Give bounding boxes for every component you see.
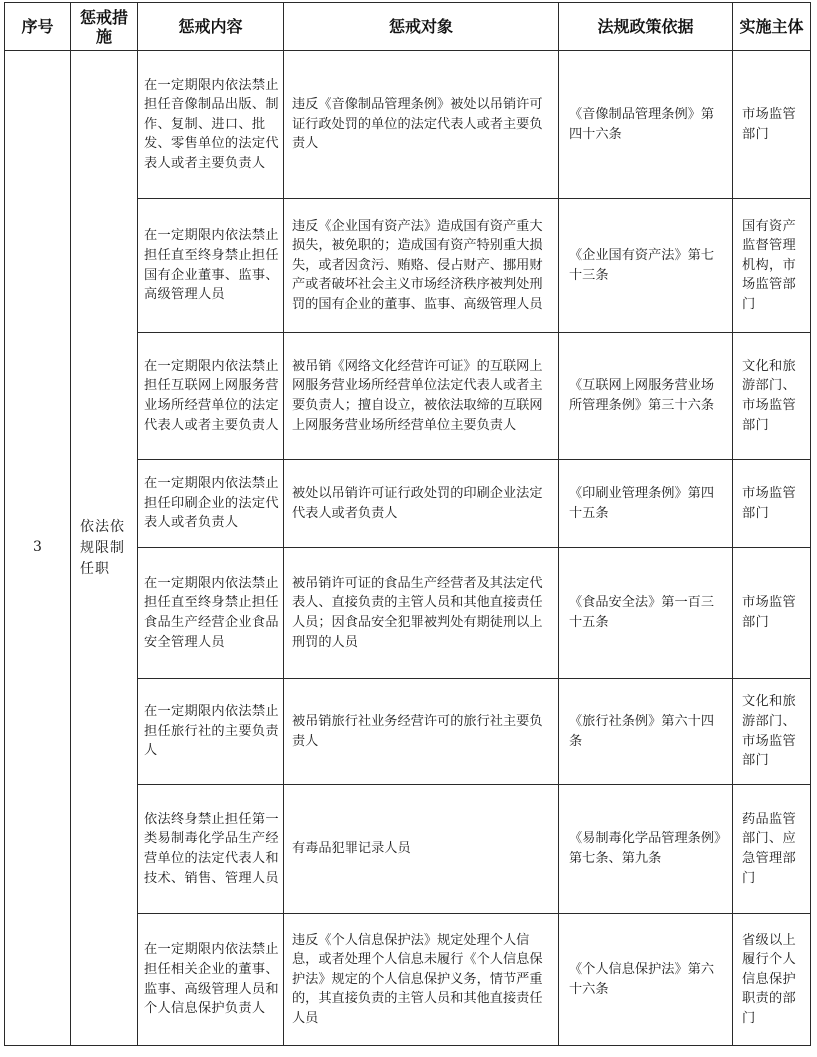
header-measure: 惩戒措施 [71,3,138,51]
basis-cell: 《食品安全法》第一百三十五条 [559,548,733,679]
subject-cell: 文化和旅游部门、市场监管部门 [733,333,811,460]
target-cell: 被吊销许可证的食品生产经营者及其法定代表人、直接负责的主管人员和其他直接责任人员；因食品安全犯罪被判处有期徒刑以上刑罚的人员 [284,548,559,679]
basis-cell: 《旅行社条例》第六十四条 [559,679,733,785]
measure-cell: 依法依规限制任职 [71,51,138,1046]
header-subject: 实施主体 [733,3,811,51]
target-cell: 被吊销《网络文化经营许可证》的互联网上网服务营业场所经营单位法定代表人或者主要负责人；擅自设立，被依法取缔的互联网上网服务营业场所经营单位主要负责人 [284,333,559,460]
header-seq: 序号 [5,3,71,51]
subject-cell: 省级以上履行个人信息保护职责的部门 [733,914,811,1046]
target-cell: 被处以吊销许可证行政处罚的印刷企业法定代表人或者负责人 [284,460,559,548]
content-cell: 在一定期限内依法禁止担任直至终身禁止担任国有企业董事、监事、高级管理人员 [138,199,284,333]
basis-cell: 《印刷业管理条例》第四十五条 [559,460,733,548]
subject-cell: 市场监管部门 [733,548,811,679]
target-cell: 违反《个人信息保护法》规定处理个人信息，或者处理个人信息未履行《个人信息保护法》规定的个人信息保护义务，情节严重的，其直接负责的主管人员和其他直接责任人员 [284,914,559,1046]
subject-cell: 文化和旅游部门、市场监管部门 [733,679,811,785]
subject-cell: 药品监管部门、应急管理部门 [733,785,811,914]
content-cell: 在一定期限内依法禁止担任直至终身禁止担任食品生产经营企业食品安全管理人员 [138,548,284,679]
content-cell: 在一定期限内依法禁止担任互联网上网服务营业场所经营单位的法定代表人或者主要负责人 [138,333,284,460]
subject-cell: 国有资产监督管理机构，市场监管部门 [733,199,811,333]
subject-cell: 市场监管部门 [733,51,811,199]
target-cell: 有毒品犯罪记录人员 [284,785,559,914]
header-row [5,3,811,51]
basis-cell: 《个人信息保护法》第六十六条 [559,914,733,1046]
penalty-table [4,2,811,1046]
header-content: 惩戒内容 [138,3,284,51]
document-page [0,2,817,1057]
header-target: 惩戒对象 [284,3,559,51]
header-basis: 法规政策依据 [559,3,733,51]
content-cell: 在一定期限内依法禁止担任印刷企业的法定代表人或者负责人 [138,460,284,548]
table-row [5,51,811,199]
basis-cell: 《易制毒化学品管理条例》第七条、第九条 [559,785,733,914]
content-cell: 在一定期限内依法禁止担任音像制品出版、制作、复制、进口、批发、零售单位的法定代表人或者主要负责人 [138,51,284,199]
seq-cell: 3 [5,51,71,1046]
subject-cell: 市场监管部门 [733,460,811,548]
basis-cell: 《音像制品管理条例》第四十六条 [559,51,733,199]
target-cell: 被吊销旅行社业务经营许可的旅行社主要负责人 [284,679,559,785]
content-cell: 在一定期限内依法禁止担任相关企业的董事、监事、高级管理人员和个人信息保护负责人 [138,914,284,1046]
basis-cell: 《企业国有资产法》第七十三条 [559,199,733,333]
target-cell: 违反《企业国有资产法》造成国有资产重大损失，被免职的；造成国有资产特别重大损失，或者因贪污、贿赂、侵占财产、挪用财产或者破坏社会主义市场经济秩序被判处刑罚的国有企业的董事、监事、高级管理人员 [284,199,559,333]
content-cell: 依法终身禁止担任第一类易制毒化学品生产经营单位的法定代表人和技术、销售、管理人员 [138,785,284,914]
content-cell: 在一定期限内依法禁止担任旅行社的主要负责人 [138,679,284,785]
target-cell: 违反《音像制品管理条例》被处以吊销许可证行政处罚的单位的法定代表人或者主要负责人 [284,51,559,199]
basis-cell: 《互联网上网服务营业场所管理条例》第三十六条 [559,333,733,460]
